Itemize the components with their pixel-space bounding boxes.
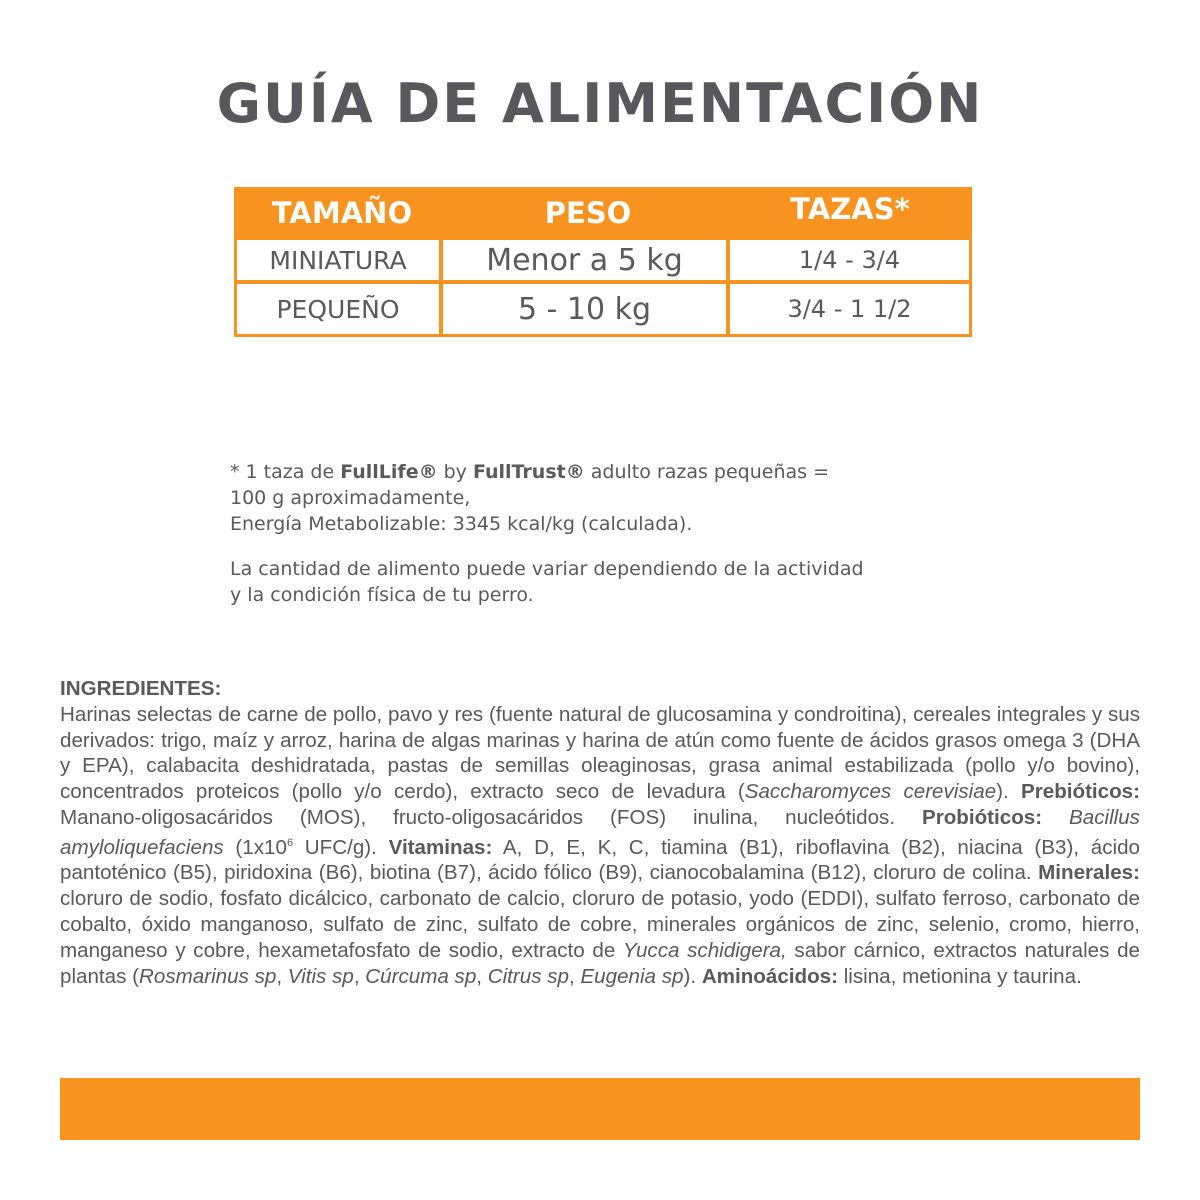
header-weight: PESO [544,196,632,230]
ingredients-text: Harinas selectas de carne de pollo, pavo y res (fuente natural de glucosamina y condroitina), cereales integrales y sus derivados: trigo, maíz y arroz, harina de algas marinas y harina de atún como fuente de ácidos grasos omega 3 (DHA y EPA), calabacita deshidratada, pastas de semillas oleaginosas, grasa animal estabilizada (pollo y/o bovino), concentrados proteicos (pollo y/o cerdo), extracto seco de levadura (Saccharomyces cerevisiae). Prebióticos: Manano-oligosacáridos (MOS), fructo-oligosacáridos (FOS) inulina, nucleótidos. Probióticos: Bacillus amyloliquefaciens ($1x10^6$ UFC/g). Vitaminas: A, D, E, K, C, tiamina (B1), riboflavina (B2), niacina (B3), ácido pantoténico (B5), piridoxina (B6), biotina (B7), ácido fólico (B9), cianocobalamina (B12), cloruro de colina. Minerales: cloruro de sodio, fosfato dicálcico, carbonato de calcio, cloruro de potasio, yodo (EDDI), sulfato ferroso, carbonato de cobalto, óxido manganoso, sulfato de zinc, sulfato de cobre, minerales orgánicos de zinc, selenio, cromo, hierro, manganeso y cobre, hexametafosfato de sodio, extracto de Yucca schidigera, sabor cárnico, extractos naturales de plantas (Rosmarinus sp, Vitis sp, Cúrcuma sp, Citrus sp, Eugenia sp). Aminoácidos: lisina, metionina y taurina. [60,702,1140,988]
footnote-prefix: * 1 taza de [230,461,341,483]
table-row-1-weight: Menor a 5 kg [443,240,726,280]
table-row-2-cups: 3/4 - 1 1/2 [730,284,969,334]
brand-fulltrust: FullTrust® [472,461,585,483]
feeding-table [234,187,972,337]
table-row-1-cups: 1/4 - 3/4 [730,240,969,280]
footnote-suffix: adulto razas pequeñas = [584,461,829,483]
table-row-1-size: MINIATURA [237,240,439,280]
footnote-by: by [437,461,473,483]
header-cups: TAZAS* [790,192,910,226]
table-header [237,190,969,238]
page-title: GUÍA DE ALIMENTACIÓN [216,72,984,135]
ingredients-heading: INGREDIENTES: [60,677,222,700]
quantity-note-line-2: y la condición física de tu perro. [230,584,534,606]
brand-fulllife: FullLife® [340,461,438,483]
footnote-line-3: Energía Metabolizable: 3345 kcal/kg (calculada). [230,513,693,535]
quantity-note [230,556,1030,608]
footnote-line-2: 100 g aproximadamente, [230,487,471,509]
footer-bar [60,1078,1140,1140]
cup-footnote [230,459,1030,537]
ingredients-section [60,676,1140,989]
table-row-2-weight: 5 - 10 kg [443,284,726,334]
header-size: TAMAÑO [271,196,413,230]
quantity-note-line-1: La cantidad de alimento puede variar dependiendo de la actividad [230,558,864,580]
table-row-2-size: PEQUEÑO [237,284,439,334]
